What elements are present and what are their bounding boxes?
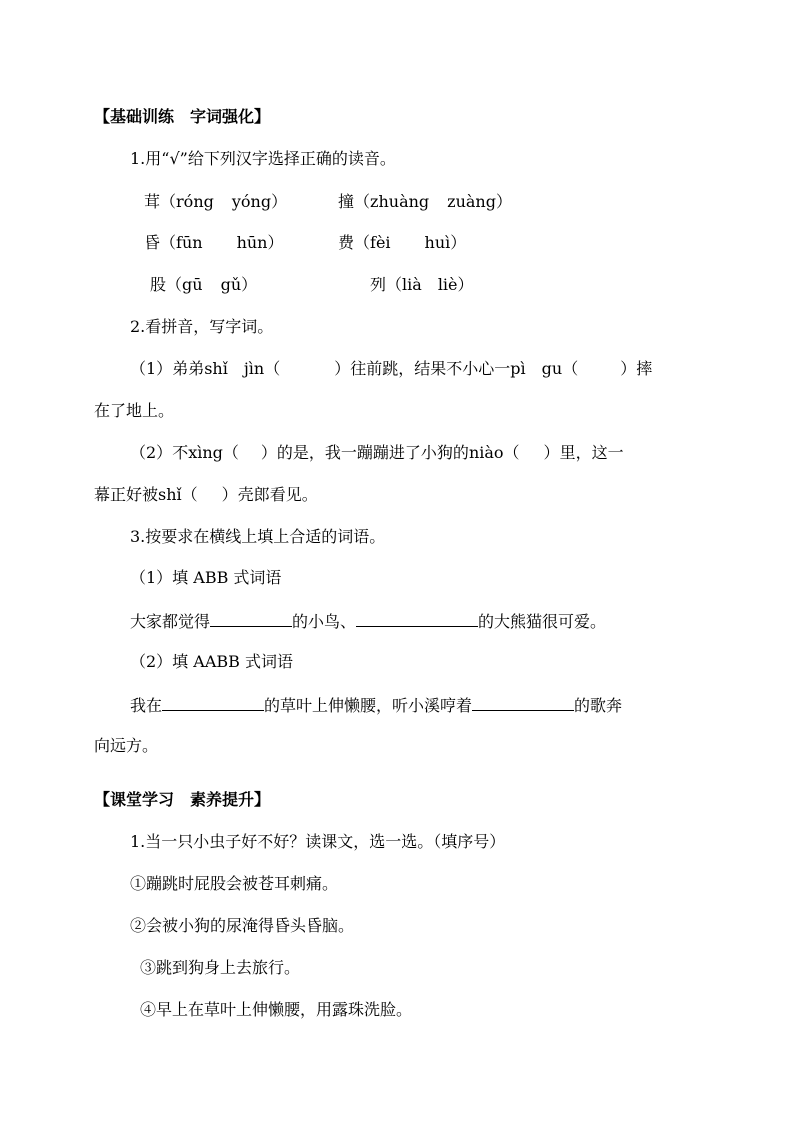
option-item: ②会被小狗的尿淹得昏头昏脑。 xyxy=(130,916,355,935)
q3-sub2-label: （2）填 AABB 式词语 xyxy=(130,652,293,671)
pinyin-choice: 撞（zhuàng zuàng） xyxy=(338,192,512,211)
option-item: ①蹦跳时屁股会被苍耳刺痛。 xyxy=(130,874,339,893)
q2-item-2: （2）不xìng（ ）的是，我一蹦蹦进了小狗的niào（ ）里，这一 xyxy=(130,443,624,462)
option-item: ③跳到狗身上去旅行。 xyxy=(140,958,301,977)
pinyin-choice: 股（gū gǔ） xyxy=(150,275,258,294)
q2-prompt: 2.看拼音，写字词。 xyxy=(130,317,274,336)
q3-sub1-label: （1）填 ABB 式词语 xyxy=(130,568,282,587)
q2-item-1: （1）弟弟shǐ jìn（ ）往前跳，结果不小心一pì gu（ ）摔 xyxy=(130,359,653,378)
q3-prompt: 3.按要求在横线上填上合适的词语。 xyxy=(130,527,386,546)
section-title-class-study: 【课堂学习 素养提升】 xyxy=(94,790,271,809)
fill-blank[interactable] xyxy=(472,694,574,711)
q3-sub2-cont: 向远方。 xyxy=(94,736,159,755)
fill-blank[interactable] xyxy=(162,694,264,711)
q1-prompt: 1.用“√”给下列汉字选择正确的读音。 xyxy=(130,149,396,168)
q2-item-1-cont: 在了地上。 xyxy=(94,401,175,420)
pinyin-choice: 费（fèi huì） xyxy=(338,233,467,252)
pinyin-choice: 昏（fūn hūn） xyxy=(144,233,284,252)
pinyin-choice: 列（lià liè） xyxy=(370,275,474,294)
fill-blank[interactable] xyxy=(210,610,292,627)
s2-q1-prompt: 1.当一只小虫子好不好？读课文，选一选。（填序号） xyxy=(130,832,506,851)
q2-item-2-cont: 幕正好被shǐ（ ）壳郎看见。 xyxy=(94,485,318,504)
pinyin-choice: 茸（róng yóng） xyxy=(144,192,288,211)
fill-blank[interactable] xyxy=(356,610,478,627)
q3-sub1-line: 大家都觉得 的小鸟、 的大熊猫很可爱。 xyxy=(130,612,607,631)
section-title-basic-training: 【基础训练 字词强化】 xyxy=(94,107,271,126)
q3-sub2-line: 我在 的草叶上伸懒腰，听小溪哼着 的歌奔 xyxy=(130,696,623,715)
option-item: ④早上在草叶上伸懒腰，用露珠洗脸。 xyxy=(140,1000,413,1019)
